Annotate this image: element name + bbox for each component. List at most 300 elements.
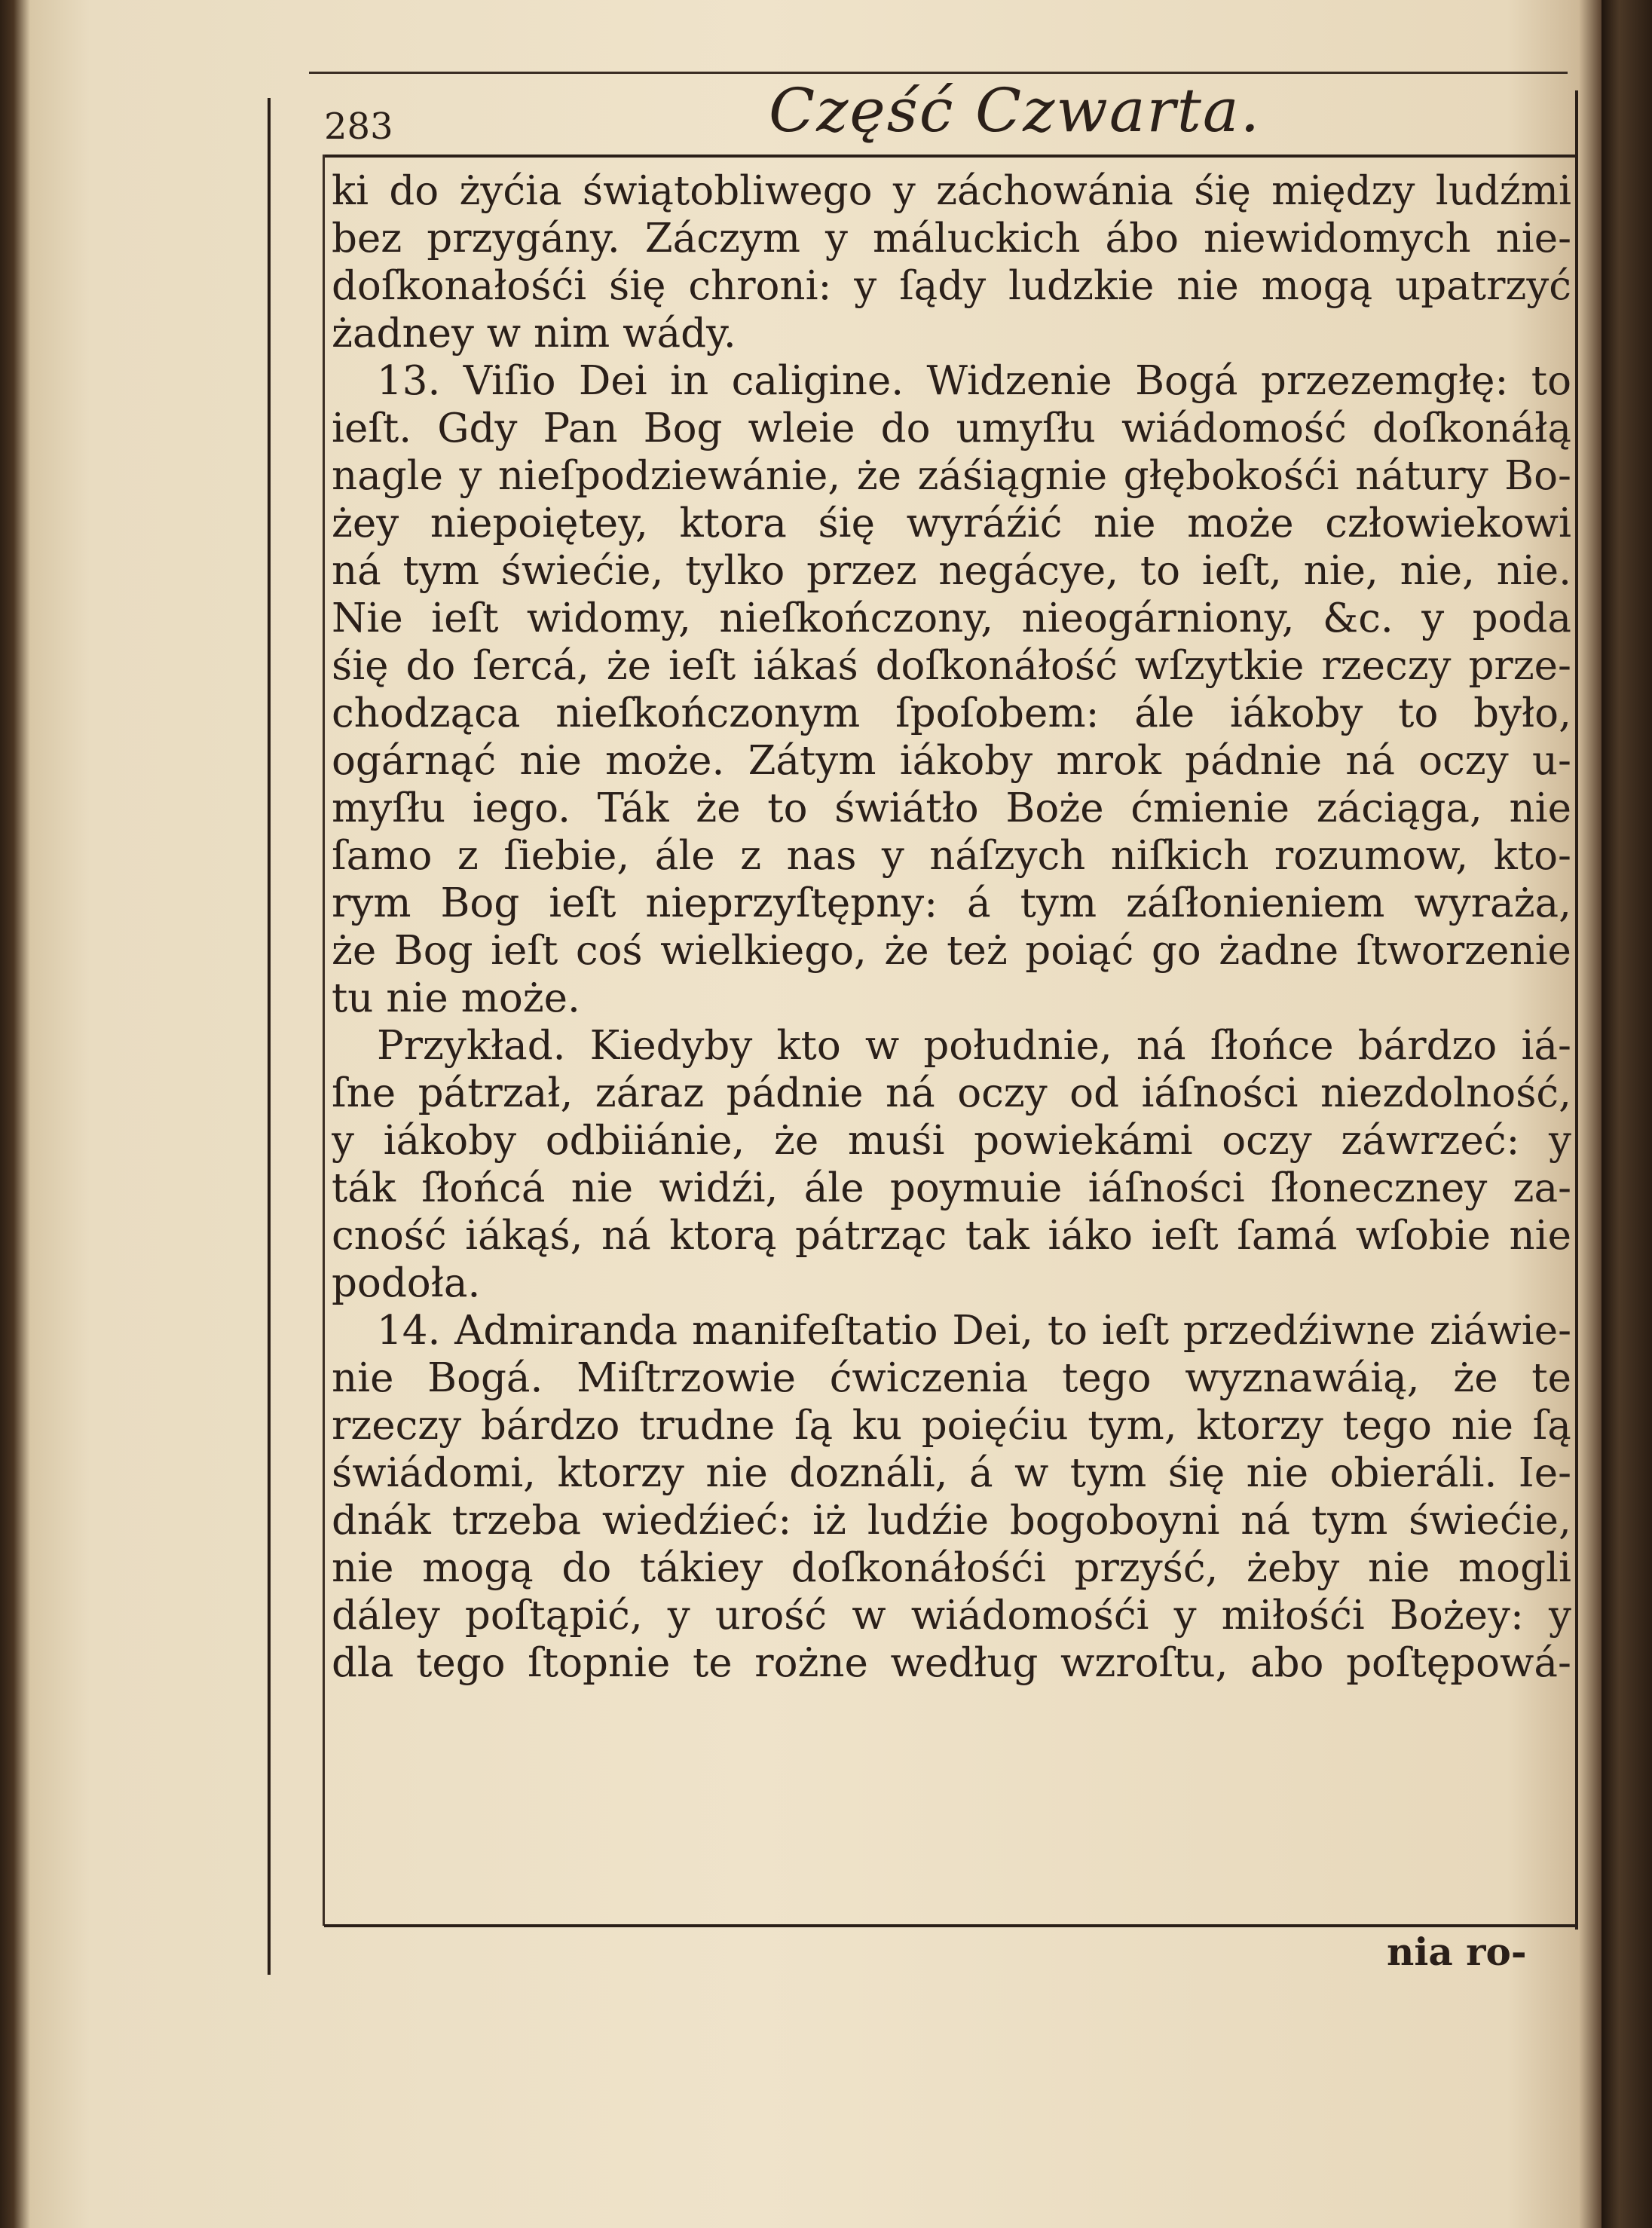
word: ktora — [679, 500, 787, 546]
word: świećie, — [1409, 1498, 1571, 1544]
word: nie — [705, 1450, 768, 1496]
word: y — [1549, 1118, 1571, 1164]
word: Pan — [543, 406, 618, 451]
word: tego — [416, 1640, 506, 1686]
word: nie- — [1495, 216, 1571, 262]
word: według — [890, 1640, 1039, 1686]
word: ábo — [1105, 216, 1179, 262]
word: ále — [654, 833, 715, 879]
word: świątobliwego — [582, 168, 873, 214]
word: tak — [965, 1213, 1029, 1259]
word: nieogárniony, — [1021, 595, 1295, 641]
word: rożne — [754, 1640, 868, 1686]
word: ſłońce — [1210, 1023, 1334, 1069]
word: nas — [786, 833, 857, 879]
word: y — [1421, 595, 1445, 641]
word: iáſności — [1088, 1165, 1245, 1211]
word: ieſt — [549, 880, 616, 926]
word: ku — [852, 1403, 903, 1449]
word: tym — [402, 548, 479, 594]
word: u- — [1531, 738, 1571, 784]
word: iáſności — [1141, 1070, 1299, 1116]
word: Widzenie — [926, 358, 1112, 404]
word: ná — [886, 1070, 935, 1116]
word: nie, — [1400, 548, 1475, 594]
word: nie — [1246, 1450, 1309, 1496]
right-frame-rule — [1575, 90, 1578, 1930]
word: ludzkie — [1008, 263, 1155, 309]
word: niezdolność, — [1320, 1070, 1571, 1116]
word: nie — [1176, 263, 1239, 309]
word: Przykład. — [377, 1023, 566, 1069]
word: á — [967, 880, 991, 926]
word: prze- — [1468, 643, 1571, 689]
text-line — [332, 642, 1571, 690]
word: y — [1173, 1593, 1197, 1639]
word: upatrzyć — [1395, 263, 1571, 309]
word: Viſio — [463, 358, 556, 404]
word: y — [825, 216, 848, 262]
word: Bożey: — [1389, 1593, 1524, 1639]
word: świádomi, — [332, 1450, 537, 1496]
word: przygány. — [427, 216, 620, 262]
word: w — [852, 1593, 886, 1639]
word: negácye, — [938, 548, 1119, 594]
word: widźi, — [659, 1165, 779, 1211]
word: mogli — [1458, 1545, 1571, 1591]
word: że — [773, 1118, 819, 1164]
word: ná — [601, 1213, 651, 1259]
word: śię — [1167, 1450, 1225, 1496]
word: ſpoſobem: — [895, 690, 1100, 736]
word: żadne — [1219, 928, 1339, 974]
word: ieſt — [668, 643, 736, 689]
word: 13. — [377, 358, 441, 404]
word: nie — [519, 738, 582, 784]
word: przez — [806, 548, 917, 594]
word: ná — [1241, 1498, 1291, 1544]
word: ieſt — [431, 595, 499, 641]
word: ále — [1134, 690, 1195, 736]
word: do — [405, 643, 456, 689]
text-line — [332, 167, 1571, 215]
word: ieſt — [491, 928, 558, 974]
word: tym — [1069, 1450, 1147, 1496]
text-line — [332, 215, 1571, 262]
word: ktorą — [669, 1213, 777, 1259]
word: mrok — [1056, 738, 1161, 784]
word: wyraża, — [1414, 880, 1571, 926]
word: Boże — [1005, 785, 1104, 831]
word: ieſt. — [332, 406, 412, 451]
word: wzroſtu, — [1060, 1640, 1228, 1686]
word: ktorzy — [1196, 1403, 1323, 1449]
word: że — [332, 928, 377, 974]
word: ná — [1345, 738, 1396, 784]
word: tego — [1342, 1403, 1432, 1449]
word: nagle — [332, 453, 443, 499]
word: doſkonáłośći — [791, 1545, 1046, 1591]
word: mogą — [422, 1545, 534, 1591]
word: ſercá, — [473, 643, 589, 689]
word: odbiiánie, — [545, 1118, 745, 1164]
word: Záczym — [644, 216, 801, 262]
word: to — [1531, 358, 1571, 404]
word: Miſtrzowie — [577, 1355, 797, 1401]
word: ieſt, — [1201, 548, 1282, 594]
word: máluckich — [873, 216, 1081, 262]
text-line — [332, 357, 1571, 405]
word: wiedźieć: — [601, 1498, 792, 1544]
word: wielkiego, — [660, 928, 867, 974]
word: nie — [1094, 500, 1156, 546]
word: południe, — [923, 1023, 1112, 1069]
word: tego — [1062, 1355, 1152, 1401]
word: to — [1140, 548, 1181, 594]
word: nie — [332, 1355, 394, 1401]
text-line — [332, 1592, 1571, 1639]
word: ſtopnie — [528, 1640, 671, 1686]
word: niewidomych — [1204, 216, 1471, 262]
word: ogárnąć — [332, 738, 497, 784]
word: y — [854, 263, 877, 309]
word: wiádomość — [1121, 406, 1347, 451]
word: caligine. — [731, 358, 904, 404]
word: śię — [818, 500, 875, 546]
word: ále — [803, 1165, 864, 1211]
word: iákąś, — [465, 1213, 583, 1259]
word: doſkonáłość — [875, 643, 1118, 689]
word: záchowánia — [936, 168, 1174, 214]
word: umyſłu — [956, 406, 1096, 451]
word: w — [864, 1023, 900, 1069]
word: nátury — [1355, 453, 1488, 499]
word: może. — [605, 738, 725, 784]
word: świećie, — [500, 548, 664, 594]
word: dáley — [332, 1593, 440, 1639]
word: iá- — [1521, 1023, 1571, 1069]
word: wiádomośći — [910, 1593, 1149, 1639]
word: bárdzo — [1357, 1023, 1498, 1069]
text-line — [332, 1117, 1571, 1164]
word: od — [1069, 1070, 1119, 1116]
word: iákoby — [383, 1118, 517, 1164]
word: záraz — [595, 1070, 705, 1116]
body-text — [332, 167, 1571, 1687]
text-line — [332, 1354, 1571, 1402]
word: Dei — [578, 358, 647, 404]
word: za- — [1513, 1165, 1571, 1211]
word: y — [881, 833, 904, 879]
text-line — [332, 1639, 1571, 1687]
word: ſne — [332, 1070, 396, 1116]
word: ćmienie — [1130, 785, 1289, 831]
word: Bog — [643, 406, 723, 451]
word: powiekámi — [974, 1118, 1193, 1164]
word: wyznawáią, — [1185, 1355, 1420, 1401]
word: Ie- — [1518, 1450, 1571, 1496]
word: to — [1398, 690, 1439, 736]
word: ſamo — [332, 833, 433, 879]
word: żey — [332, 500, 399, 546]
word: Kiedyby — [589, 1023, 753, 1069]
text-line — [332, 500, 1571, 547]
word: między — [1271, 168, 1415, 214]
word: oczy — [957, 1070, 1048, 1116]
word: ludźmi — [1435, 168, 1571, 214]
word: że — [856, 453, 901, 499]
word: go — [1151, 928, 1201, 974]
word: nie — [571, 1165, 634, 1211]
word: do — [561, 1545, 612, 1591]
word: ſą — [794, 1403, 834, 1449]
word: y — [667, 1593, 690, 1639]
word: z — [457, 833, 479, 879]
word: człowiekowi — [1325, 500, 1571, 546]
word: Gdy — [437, 406, 518, 451]
word: nie. — [1496, 548, 1571, 594]
word: dnák — [332, 1498, 431, 1544]
word: przezemgłę: — [1260, 358, 1509, 404]
word: ziáwie- — [1429, 1308, 1571, 1354]
text-line — [332, 262, 1571, 310]
top-rule — [309, 72, 1568, 74]
word: Bog — [393, 928, 473, 974]
word: to — [1047, 1308, 1088, 1354]
word: mogą — [1261, 263, 1373, 309]
word: tym — [1020, 880, 1097, 926]
word: obieráli. — [1329, 1450, 1498, 1496]
word: do — [880, 406, 931, 451]
catchword: nia ro- — [1387, 1930, 1527, 1974]
word: &c. — [1323, 595, 1393, 641]
word: tákiey — [639, 1545, 763, 1591]
text-line — [332, 405, 1571, 452]
word: poiąć — [1025, 928, 1134, 974]
word: ſłońcá — [421, 1165, 546, 1211]
text-line — [332, 1544, 1571, 1592]
text-line: tu nie może. — [332, 975, 580, 1021]
text-line — [332, 690, 1571, 737]
word: záciąga, — [1316, 785, 1482, 831]
word: iákoby — [899, 738, 1033, 784]
word: rym — [332, 880, 411, 926]
word: myſłu — [332, 785, 446, 831]
word: trudne — [639, 1403, 776, 1449]
word: nie — [1367, 1545, 1430, 1591]
word: niepoiętey, — [430, 500, 648, 546]
word: te — [1531, 1355, 1571, 1401]
word: náſzych — [929, 833, 1086, 879]
word: nieprzyſtępny: — [645, 880, 938, 926]
text-column-rule — [323, 155, 325, 1926]
word: in — [670, 358, 709, 404]
word: muśi — [847, 1118, 945, 1164]
word: bárdzo — [480, 1403, 620, 1449]
word: poda — [1472, 595, 1571, 641]
word: iego. — [472, 785, 571, 831]
word: záśiągnie — [917, 453, 1108, 499]
text-line — [332, 452, 1571, 500]
text-line — [332, 1070, 1571, 1117]
text-line — [332, 832, 1571, 880]
word: ſamá — [1237, 1213, 1338, 1259]
word: tylko — [685, 548, 785, 594]
book-binding-edge — [1602, 0, 1652, 2228]
word: Ták — [597, 785, 669, 831]
word: Nie — [332, 595, 403, 641]
word: doſkonáłą — [1372, 406, 1571, 451]
text-line — [332, 547, 1571, 595]
word: nie — [1509, 1213, 1571, 1259]
word: ieſt — [1101, 1308, 1170, 1354]
word: poſtępowá- — [1346, 1640, 1571, 1686]
page-number: 283 — [324, 106, 393, 148]
text-line — [332, 1022, 1571, 1070]
word: nie, — [1303, 548, 1378, 594]
word: pádnie — [726, 1070, 864, 1116]
word: że — [1453, 1355, 1498, 1401]
word: ſądy — [899, 263, 987, 309]
word: wſzytkie — [1134, 643, 1305, 689]
word: manifeſtatio — [691, 1308, 938, 1354]
word: niſkich — [1110, 833, 1250, 879]
word: że — [696, 785, 741, 831]
word: ktorzy — [557, 1450, 684, 1496]
word: pátrząc — [794, 1213, 947, 1259]
word: też — [947, 928, 1008, 974]
word: nie — [332, 1545, 394, 1591]
word: dla — [332, 1640, 394, 1686]
word: świátło — [834, 785, 979, 831]
text-line — [332, 737, 1571, 785]
word: poymuie — [889, 1165, 1063, 1211]
word: y — [459, 453, 482, 499]
word: ná — [1136, 1023, 1186, 1069]
word: śię — [332, 643, 389, 689]
word: może — [1187, 500, 1294, 546]
word: Admiranda — [454, 1308, 678, 1354]
word: iż — [812, 1498, 846, 1544]
word: ludźie — [867, 1498, 990, 1544]
word: y — [332, 1118, 354, 1164]
word: ſtworzenie — [1356, 928, 1571, 974]
word: záſłonieniem — [1126, 880, 1385, 926]
text-line: żadney w nim wády. — [332, 311, 736, 357]
word: śię — [609, 263, 666, 309]
word: abo — [1250, 1640, 1324, 1686]
text-line — [332, 927, 1571, 975]
word: chodząca — [332, 690, 521, 736]
word: kto- — [1493, 833, 1571, 879]
word: rzeczy — [332, 1403, 462, 1449]
word: á — [968, 1450, 993, 1496]
word: głębokośći — [1123, 453, 1339, 499]
word: żeby — [1247, 1545, 1340, 1591]
word: ſiebie, — [503, 833, 630, 879]
word: poięćiu — [921, 1403, 1069, 1449]
word: trzeba — [451, 1498, 582, 1544]
word: rozumow, — [1274, 833, 1469, 879]
left-frame-rule — [268, 98, 271, 1975]
word: widomy, — [526, 595, 691, 641]
word: żyćia — [459, 168, 562, 214]
text-line — [332, 1449, 1571, 1497]
word: coś — [575, 928, 643, 974]
word: pádnie — [1185, 738, 1323, 784]
running-title: Część Czwarta. — [769, 75, 1262, 145]
text-line — [332, 595, 1571, 642]
word: ki — [332, 168, 369, 214]
word: bogoboyni — [1009, 1498, 1220, 1544]
word: Bogá — [1135, 358, 1238, 404]
word: ná — [332, 548, 381, 594]
word: cność — [332, 1213, 447, 1259]
word: tym, — [1088, 1403, 1177, 1449]
word: ćwiczenia — [829, 1355, 1029, 1401]
word: nie — [1509, 785, 1571, 831]
word: że — [884, 928, 929, 974]
word: záwrzeć: — [1341, 1118, 1520, 1164]
word: ſą — [1532, 1403, 1571, 1449]
word: iáko — [1048, 1213, 1133, 1259]
word: śię — [1194, 168, 1251, 214]
word: doſkonałośći — [332, 263, 587, 309]
word: tym — [1311, 1498, 1388, 1544]
word: iákaś — [753, 643, 858, 689]
word: ták — [332, 1165, 396, 1211]
word: przyść, — [1074, 1545, 1219, 1591]
word: Bo- — [1504, 453, 1571, 499]
word: nieſkończony, — [719, 595, 994, 641]
word: y — [892, 168, 916, 214]
word: oczy — [1418, 738, 1509, 784]
word: iákoby — [1229, 690, 1363, 736]
word: kto — [776, 1023, 841, 1069]
word: Bogá. — [427, 1355, 543, 1401]
word: z — [740, 833, 762, 879]
word: że — [606, 643, 652, 689]
word: ſłoneczney — [1271, 1165, 1488, 1211]
word: nieſpodziewánie, — [497, 453, 841, 499]
word: 14. — [377, 1308, 441, 1354]
word: miłośći — [1221, 1593, 1365, 1639]
word: poſtąpić, — [464, 1593, 643, 1639]
word: ieſt — [1151, 1213, 1219, 1259]
word: przedźiwne — [1182, 1308, 1416, 1354]
word: do — [389, 168, 439, 214]
word: bez — [332, 216, 402, 262]
word: pátrzał, — [418, 1070, 574, 1116]
word: wleie — [748, 406, 855, 451]
word: chroni: — [688, 263, 832, 309]
text-line — [332, 1164, 1571, 1212]
word: wyráźić — [906, 500, 1063, 546]
text-line — [332, 1402, 1571, 1449]
text-line — [332, 1497, 1571, 1544]
text-line — [332, 1212, 1571, 1259]
word: nieſkończonym — [555, 690, 861, 736]
word: Dei, — [952, 1308, 1033, 1354]
text-line: podoła. — [332, 1260, 481, 1306]
word: urość — [714, 1593, 828, 1639]
word: to — [767, 785, 808, 831]
header-rule — [324, 155, 1575, 158]
bottom-rule — [324, 1924, 1575, 1927]
word: nie — [1451, 1403, 1514, 1449]
word: było, — [1473, 690, 1571, 736]
word: Zátym — [748, 738, 876, 784]
